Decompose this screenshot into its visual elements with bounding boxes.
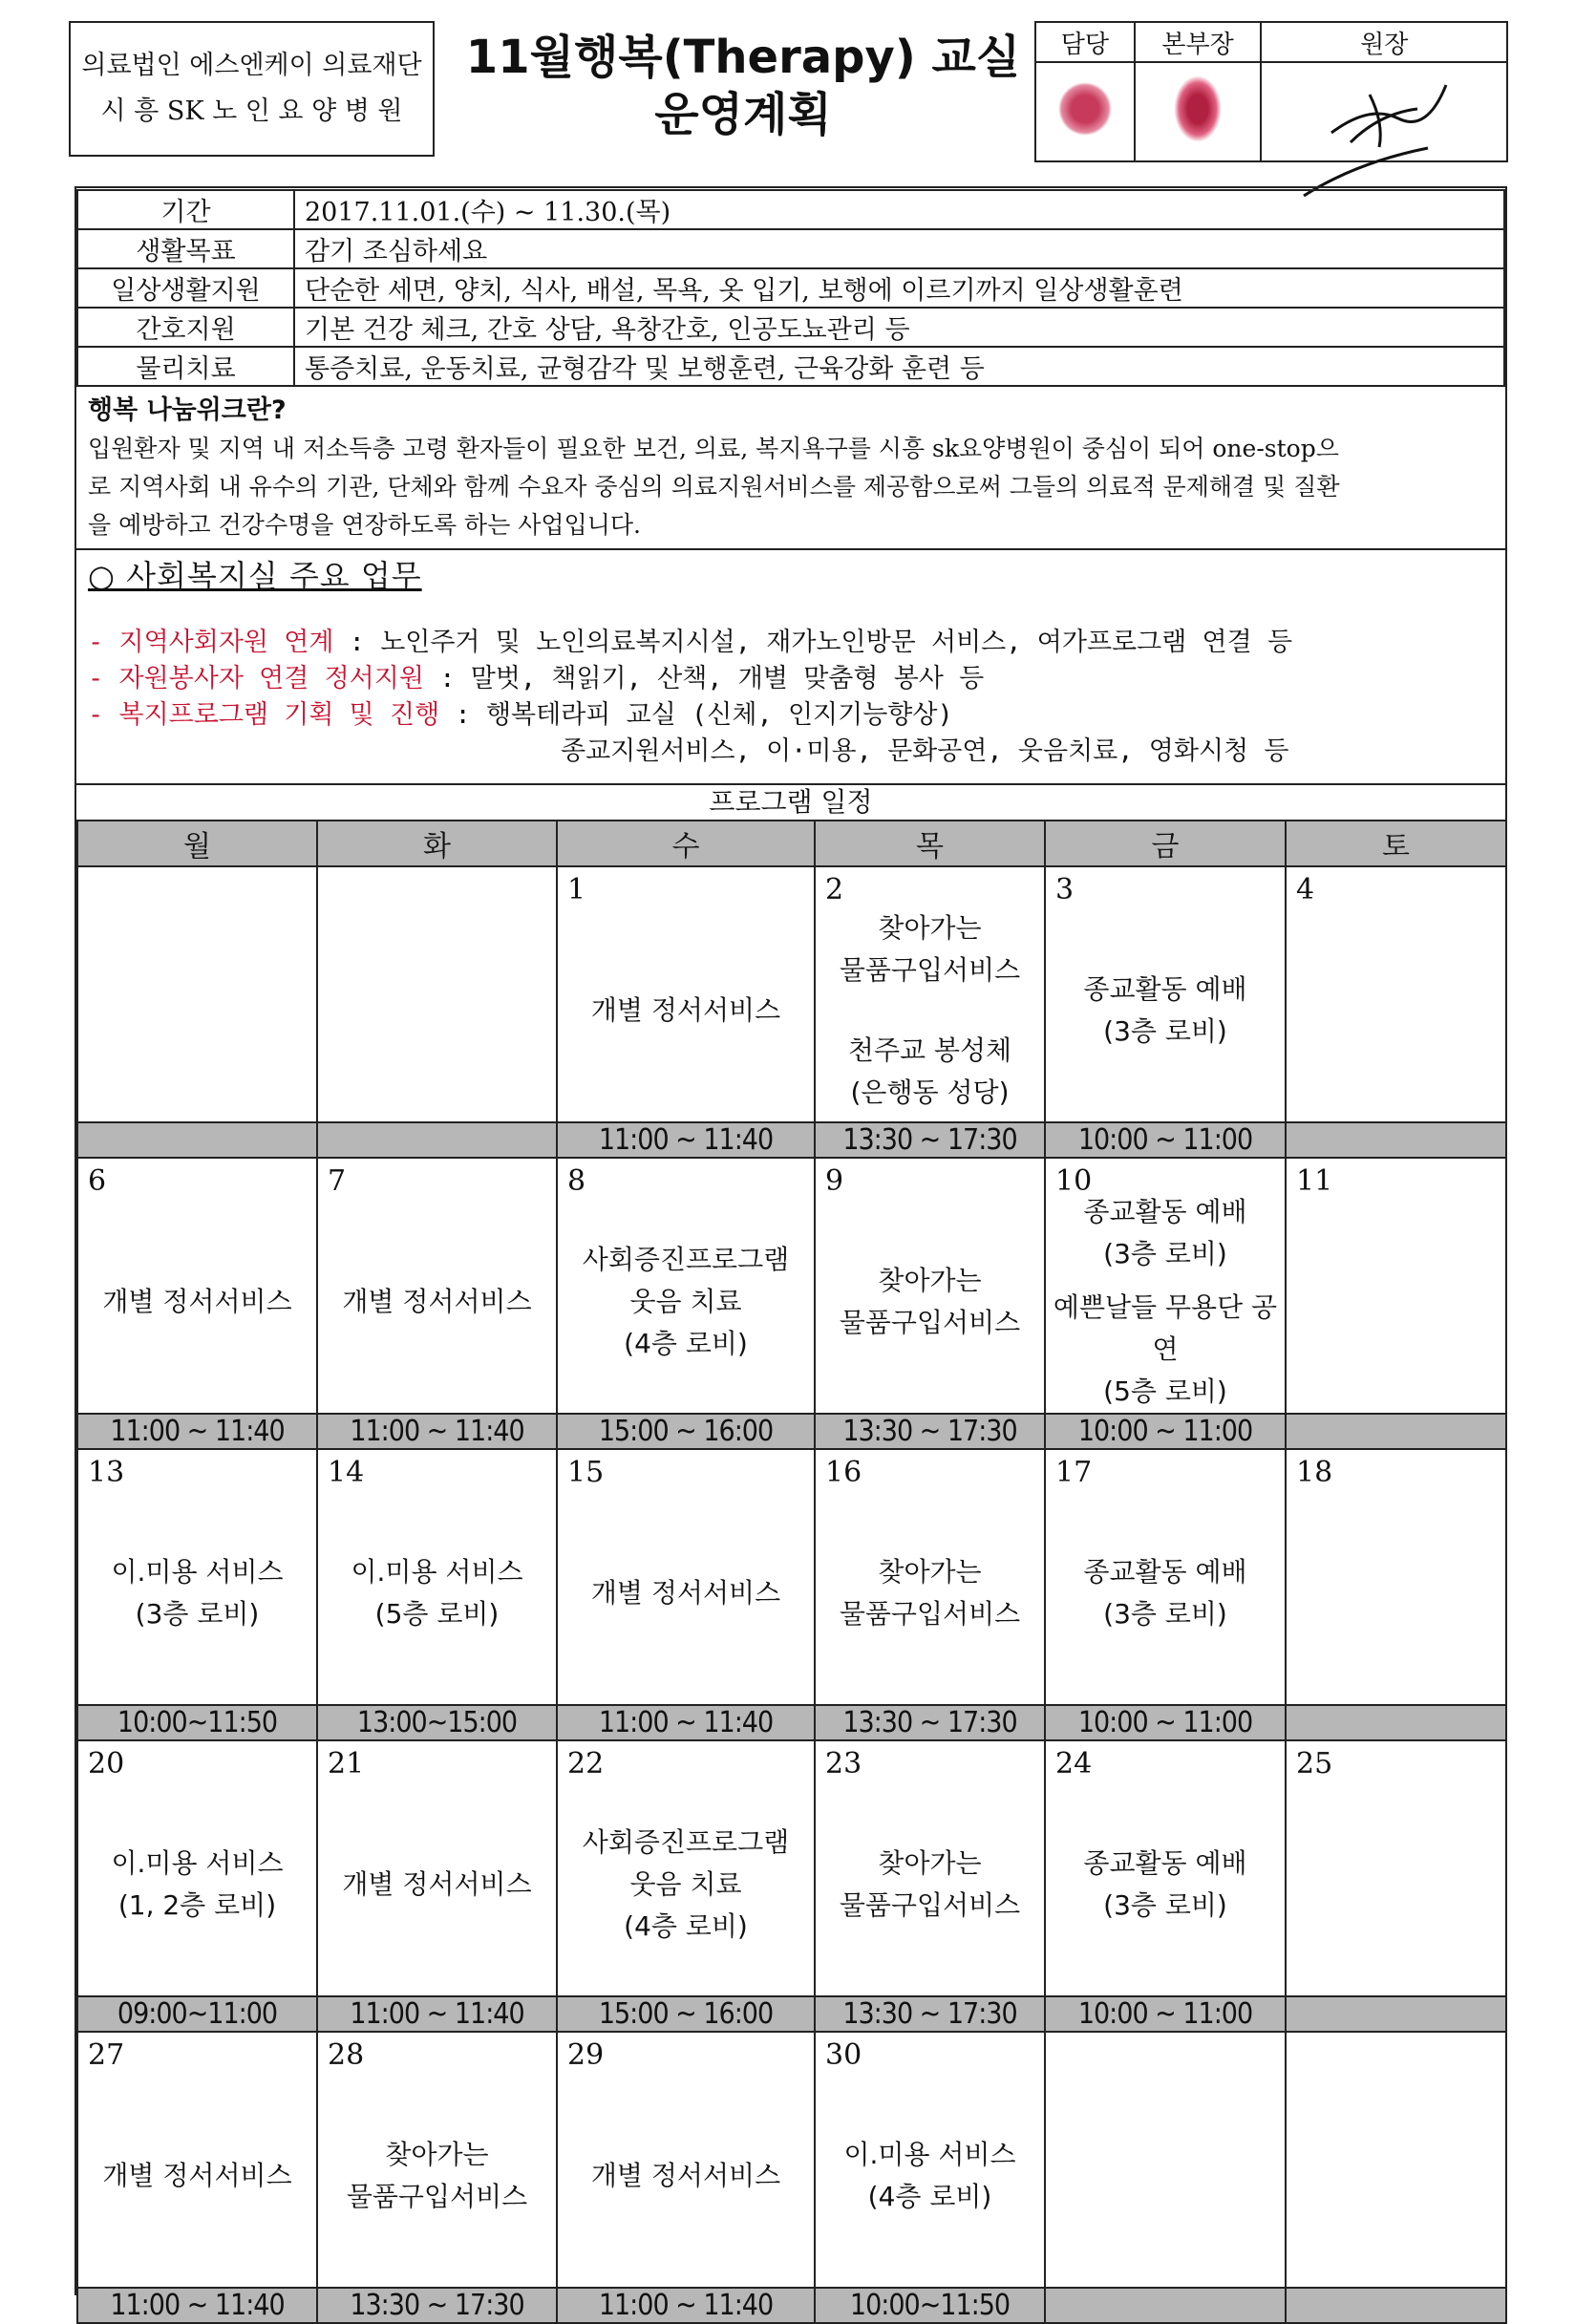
document-title [457,29,1030,143]
weekday-header: 토 [1286,821,1506,866]
approval-head-label: 원장 [1261,22,1507,62]
event-list [1046,2065,1285,2287]
event-time: 11:00 ~ 11:40 [317,1414,557,1449]
weekday-header: 목 [815,821,1045,866]
event-time: 13:30 ~ 17:30 [317,2288,557,2323]
title-line2: 운영계획 [654,88,832,141]
event-line: 찾아가는 [878,1265,982,1296]
day-number: 18 [1296,1456,1333,1489]
calendar-day-cell [815,1740,1045,1996]
event-line: (4층 로비) [624,1910,748,1942]
calendar-week-row [77,1740,1506,1996]
day-number: 17 [1055,1456,1093,1489]
approval-director-label: 본부장 [1135,22,1262,62]
day-number: 20 [88,1747,125,1780]
event-time: 11:00 ~ 11:40 [77,1414,317,1449]
calendar-day-cell [815,1449,1045,1705]
info-row [77,347,1504,386]
event-line: 찾아가는 [878,1847,982,1879]
day-number: 27 [88,2038,125,2072]
day-number: 14 [328,1456,365,1489]
event-list [318,1191,556,1413]
event-line: (5층 로비) [374,1598,500,1630]
calendar-day-cell [1045,2032,1286,2288]
day-number: 6 [88,1164,107,1198]
event-time [1286,1996,1506,2032]
day-number: 10 [1055,1164,1093,1198]
day-number: 16 [825,1456,862,1489]
event-line: 종교활동 예배 [1083,1196,1247,1227]
day-number: 30 [825,2038,862,2072]
section-divider [76,548,1505,550]
welfare-item-text: : 노인주거 및 노인의료복지시설, 재가노인방문 서비스, 여가프로그램 연결 등 [333,628,1293,657]
event-line: 천주교 봉성체 [847,1034,1012,1066]
event-line: 물품구입서비스 [346,2181,528,2212]
event-list [1046,1774,1285,1995]
event-line: 찾아가는 [385,2139,489,2170]
title-line1: 11월행복(Therapy) 교실 [465,31,1021,84]
day-number: 9 [825,1164,844,1198]
event-list [1046,900,1285,1121]
event-list [1287,1774,1505,1995]
weekday-header: 월 [77,821,317,866]
calendar-time-row [77,1705,1506,1740]
calendar-day-cell [77,1449,317,1705]
event-line: 개별 정서서비스 [342,1286,532,1317]
event-list [78,1482,316,1704]
description-line: 을 예방하고 건강수명을 연장하도록 하는 사업입니다. [88,511,641,539]
calendar-week-row [77,1158,1506,1414]
signature-icon [1312,66,1456,152]
welfare-heading: ○ 사회복지실 주요 업무 [88,558,422,594]
info-label: 일상생활지원 [77,268,294,308]
calendar-day-cell [77,1740,317,1996]
event-line: 이.미용 서비스 [111,1556,284,1588]
program-description [88,392,1501,544]
event-line: (3층 로비) [135,1598,260,1630]
calendar-time-row [77,2288,1506,2323]
welfare-duties [88,552,1501,770]
schedule-title: 프로그램 일정 [709,786,873,818]
info-value: 기본 건강 체크, 간호 상담, 욕창간호, 인공도뇨관리 등 [294,308,1504,347]
event-time: 11:00 ~ 11:40 [317,1996,557,2032]
calendar-day-cell [557,2032,815,2288]
weekday-header-row [77,821,1506,866]
event-line: (3층 로비) [1103,1238,1227,1269]
day-number: 23 [825,1747,862,1780]
event-line: 개별 정서서비스 [102,2160,292,2191]
event-list [1287,2065,1505,2287]
calendar-day-cell [77,2032,317,2288]
event-line: (3층 로비) [1103,1598,1227,1630]
event-time: 10:00~11:50 [77,1705,317,1740]
info-value: 통증치료, 운동치료, 균형감각 및 보행훈련, 근육강화 훈련 등 [294,347,1504,386]
seal-stamp-icon [1057,81,1113,137]
info-value: 단순한 세면, 양치, 식사, 배설, 목욕, 옷 입기, 보행에 이르기까지 일상생활훈련 [294,268,1504,308]
calendar-day-cell [317,1449,557,1705]
calendar-day-cell [317,2032,557,2288]
approval-staff-label: 담당 [1035,22,1135,62]
day-number: 7 [328,1164,347,1198]
organization-box [69,21,435,157]
event-time: 11:00 ~ 11:40 [557,1705,815,1740]
calendar-day-cell [1045,1158,1286,1414]
event-list [558,900,814,1121]
calendar-time-row [77,1996,1506,2032]
day-number: 3 [1055,873,1075,906]
info-label: 기간 [77,190,294,229]
info-row [77,190,1504,229]
event-line: 개별 정서서비스 [102,1286,292,1317]
day-number: 28 [328,2038,365,2072]
day-number: 29 [567,2038,605,2072]
event-list [816,1774,1044,1995]
calendar-day-cell [1286,1449,1506,1705]
event-time: 13:30 ~ 17:30 [815,1996,1045,2032]
event-line: (은행동 성당) [850,1077,1010,1108]
calendar-day-cell [317,1740,557,1996]
calendar-day-cell [1286,1158,1506,1414]
event-time: 13:00~15:00 [317,1705,557,1740]
approval-staff-stamp [1035,62,1135,161]
event-list [1287,1191,1505,1413]
seal-stamp-icon [1174,75,1222,142]
event-list [1046,1191,1285,1413]
day-number: 21 [328,1747,365,1780]
calendar-week-row [77,866,1506,1122]
event-line: (4층 로비) [867,2181,992,2212]
calendar-day-cell [77,866,317,1122]
calendar-week-row [77,1449,1506,1705]
event-list [558,1191,814,1413]
welfare-item-text: : 행복테라피 교실 (신체, 인지기능향상) [439,700,953,730]
event-list [318,2065,556,2287]
event-line: 물품구입서비스 [839,1889,1021,1921]
event-list [78,1191,316,1413]
event-time: 09:00~11:00 [77,1996,317,2032]
event-line: 종교활동 예배 [1083,973,1247,1005]
event-line: 찾아가는 [878,912,982,944]
day-number: 15 [567,1456,605,1489]
welfare-item [88,661,1501,697]
day-number: 4 [1296,873,1315,906]
event-line: (3층 로비) [1103,1889,1227,1921]
event-line: 물품구입서비스 [839,954,1021,986]
welfare-item-key: - 복지프로그램 기획 및 진행 [88,700,440,730]
event-list [78,900,316,1121]
event-time: 10:00 ~ 11:00 [1045,1122,1286,1158]
calendar-day-cell [815,2032,1045,2288]
event-time: 11:00 ~ 11:40 [557,1122,815,1158]
event-line: 이.미용 서비스 [351,1556,523,1588]
calendar-day-cell [557,866,815,1122]
calendar-day-cell [1045,866,1286,1122]
welfare-item-key: - 자원봉사자 연결 정서지원 [88,664,424,693]
welfare-item [88,625,1501,661]
info-label: 간호지원 [77,308,294,347]
event-time [1045,2288,1286,2323]
event-line: 이.미용 서비스 [111,1847,284,1879]
info-value: 2017.11.01.(수) ~ 11.30.(목) [294,190,1504,229]
event-line: 개별 정서서비스 [590,1577,781,1609]
event-list [1287,1482,1505,1704]
event-time [77,1122,317,1158]
info-row [77,308,1504,347]
event-line: 사회증진프로그램 [582,1826,790,1858]
info-label: 물리치료 [77,347,294,386]
calendar-week-row [77,2032,1506,2288]
event-time: 13:30 ~ 17:30 [815,1705,1045,1740]
organization-name: 의료법인 에스엔케이 의료재단 [81,51,422,80]
weekday-header: 금 [1045,821,1286,866]
welfare-item [88,697,1501,734]
event-time: 10:00 ~ 11:00 [1045,1996,1286,2032]
info-value: 감기 조심하세요 [294,229,1504,268]
calendar-day-cell [317,866,557,1122]
calendar-day-cell [557,1740,815,1996]
description-line: 로 지역사회 내 유수의 기관, 단체와 함께 수요자 중심의 의료지원서비스를 제공함으로써 그들의 의료적 문제해결 및 질환 [88,473,1340,501]
event-time: 15:00 ~ 16:00 [557,1996,815,2032]
calendar-time-row [77,1122,1506,1158]
event-line: 사회증진프로그램 [582,1244,790,1275]
event-time: 11:00 ~ 11:40 [557,2288,815,2323]
event-time: 10:00 ~ 11:00 [1045,1705,1286,1740]
weekday-header: 화 [317,821,557,866]
event-line: 개별 정서서비스 [342,1868,532,1900]
calendar-table [76,820,1507,2324]
event-line: (1, 2층 로비) [117,1889,277,1921]
calendar-time-row [77,1414,1506,1449]
event-list [816,900,1044,1121]
event-list [78,2065,316,2287]
event-line: 물품구입서비스 [839,1307,1021,1338]
info-label: 생활목표 [77,229,294,268]
event-time: 13:30 ~ 17:30 [815,1122,1045,1158]
event-line: 웃음 치료 [629,1868,742,1900]
day-number: 2 [825,873,844,906]
calendar-day-cell [815,866,1045,1122]
event-line: 이.미용 서비스 [843,2139,1016,2170]
day-number: 11 [1296,1164,1333,1198]
approval-director-stamp [1135,62,1262,161]
event-time: 15:00 ~ 16:00 [557,1414,815,1449]
event-time [1286,1414,1506,1449]
event-line: 개별 정서서비스 [590,2160,781,2191]
calendar-day-cell [557,1158,815,1414]
event-time: 11:00 ~ 11:40 [77,2288,317,2323]
day-number: 8 [567,1164,586,1198]
info-table [76,189,1505,387]
event-line: (3층 로비) [1103,1015,1227,1047]
description-line: 입원환자 및 지역 내 저소득층 고령 환자들이 필요한 보건, 의료, 복지욕구를 시흥 sk요양병원이 중심이 되어 one-stop으 [88,435,1339,462]
event-list [816,2065,1044,2287]
event-list [816,1191,1044,1413]
info-row [77,229,1504,268]
event-line: 종교활동 예배 [1083,1556,1247,1588]
approval-box [1034,21,1508,162]
welfare-item-text: : 말벗, 책읽기, 산책, 개별 맞춤형 봉사 등 [423,664,985,693]
event-line: 종교활동 예배 [1083,1847,1247,1879]
event-line: 물품구입서비스 [839,1598,1021,1630]
calendar-day-cell [1286,866,1506,1122]
event-line: (4층 로비) [624,1328,748,1359]
welfare-item-continuation: 종교지원서비스, 이·미용, 문화공연, 웃음치료, 영화시청 등 [561,736,1289,766]
day-number: 25 [1296,1747,1333,1780]
calendar-day-cell [557,1449,815,1705]
event-time [1286,2288,1506,2323]
day-number: 22 [567,1747,605,1780]
hospital-name: 시 흥 SK 노 인 요 양 병 원 [100,96,403,126]
event-line: 웃음 치료 [629,1286,742,1317]
calendar-day-cell [317,1158,557,1414]
event-line: 찾아가는 [878,1556,982,1588]
event-time [1286,1705,1506,1740]
event-time [1286,1122,1506,1158]
calendar-day-cell [1045,1449,1286,1705]
event-time: 10:00~11:50 [815,2288,1045,2323]
event-line: 개별 정서서비스 [590,994,781,1026]
calendar-day-cell [815,1158,1045,1414]
event-list [558,1774,814,1995]
description-heading: 행복 나눔위크란? [88,395,287,425]
event-list [78,1774,316,1995]
event-list [1287,900,1505,1121]
event-list [318,900,556,1121]
event-line: 예쁜날들 무용단 공연 [1053,1291,1278,1365]
event-list [558,1482,814,1704]
event-line: (5층 로비) [1103,1375,1227,1407]
event-list [558,2065,814,2287]
info-row [77,268,1504,308]
event-time [317,1122,557,1158]
event-time: 13:30 ~ 17:30 [815,1414,1045,1449]
weekday-header: 수 [557,821,815,866]
event-list [318,1774,556,1995]
event-list [1046,1482,1285,1704]
event-time: 10:00 ~ 11:00 [1045,1414,1286,1449]
calendar-day-cell [1286,2032,1506,2288]
event-list [816,1482,1044,1704]
day-number: 24 [1055,1747,1093,1780]
event-list [318,1482,556,1704]
calendar-day-cell [1045,1740,1286,1996]
calendar-day-cell [77,1158,317,1414]
welfare-item-key: - 지역사회자원 연계 [88,628,334,657]
day-number: 1 [567,873,586,906]
calendar-day-cell [1286,1740,1506,1996]
day-number: 13 [88,1456,125,1489]
